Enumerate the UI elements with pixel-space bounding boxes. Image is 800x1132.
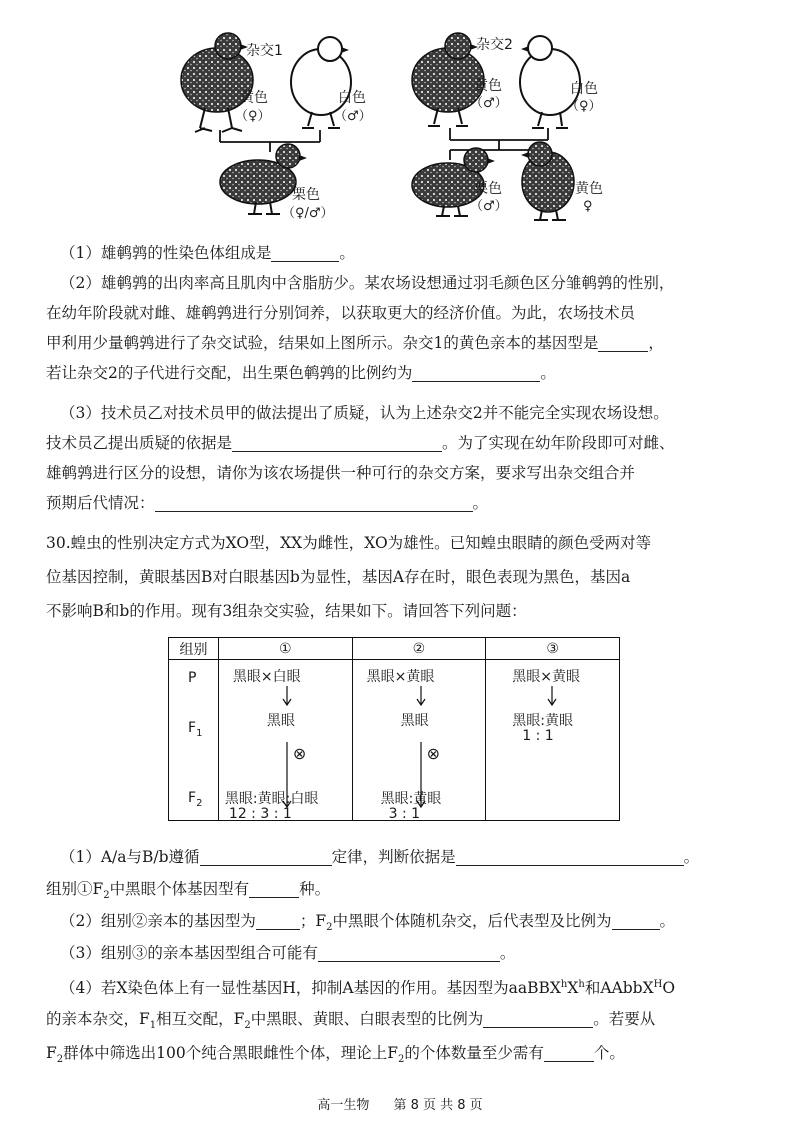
answer-blank[interactable] — [544, 1043, 594, 1062]
group1-parents: 黑眼×白眼 — [232, 669, 301, 686]
group3-f1: 黑眼:黄眼 — [512, 713, 573, 730]
q29-part2-line2: 在幼年阶段就对雌、雄鹌鹑进行分别饲养，以获取更大的经济价值。为此，农场技术员 — [46, 304, 636, 322]
answer-blank[interactable] — [232, 433, 442, 452]
quail-cross-figure — [0, 0, 800, 230]
answer-blank[interactable] — [598, 333, 648, 352]
q30-part2: （2）组别②亲本的基因型为 ；$F_2$中黑眼个体随机杂交，后代表型及比例为 。 — [60, 912, 676, 934]
group2-cell — [352, 660, 486, 821]
q30-part1-line2: 组别$①F_2$中黑眼个体基因型有 种。 — [46, 880, 331, 902]
q29-part2-line1: （2）雄鹌鹑的出肉率高且肌肉中含脂肪少。某农场设想通过羽毛颜色区分雏鹌鹑的性别， — [60, 274, 675, 292]
cross1-title: 杂交1 — [246, 43, 283, 59]
answer-blank[interactable] — [256, 911, 300, 930]
quail-cross-illustration — [0, 0, 800, 230]
group2-f2: 黑眼:黄眼 — [380, 791, 442, 808]
q29-part3-line4: 预期后代情况： 。 — [46, 494, 489, 512]
row-labels-cell — [169, 660, 219, 821]
cross1-yellow-sex: （♀） — [235, 109, 271, 124]
group1-f2: 黑眼:黄眼:白眼 — [224, 791, 319, 808]
footer-course: 高一生物 — [317, 1098, 370, 1113]
cross2-white-sex: （♀） — [566, 99, 602, 114]
q29-part2-line3: 甲利用少量鹌鹑进行了杂交试验，结果如上图所示。杂交1的黄色亲本的基因型是 ， — [46, 334, 664, 352]
cross1-offspring-label: 栗色 — [292, 187, 320, 203]
table-header-col1: ① — [218, 638, 352, 660]
row-label-f2: $F_2$ — [188, 790, 203, 809]
results-table — [168, 637, 620, 821]
cross1-yellow-label: 黄色 — [240, 90, 268, 106]
answer-blank[interactable] — [456, 847, 684, 866]
table-header-col2: ② — [352, 638, 486, 660]
answer-blank[interactable] — [318, 943, 500, 962]
cross2-offspring1-sex: （♂） — [470, 199, 508, 214]
row-label-p: P — [188, 670, 197, 687]
group3-arrow — [546, 686, 558, 710]
group1-f2-ratio: 12 : 3 : 1 — [228, 806, 292, 823]
answer-blank[interactable] — [249, 879, 299, 898]
group1-selfing-symbol: ⊗ — [292, 744, 307, 764]
q30-intro-line2: 位基因控制，黄眼基因B对白眼基因b为显性，基因A存在时，眼色表现为黑色，基因a — [46, 568, 631, 586]
q30-part4-line3: $F_2$群体中筛选出100个纯合黑眼雌性个体，理论上$F_2$的个体数量至少需有 个。 — [46, 1044, 625, 1066]
answer-blank[interactable] — [155, 493, 473, 512]
q30-part4-line1: （4）若X染色体上有一显性基因H，抑制A基因的作用。基因型为$aaBBX^hX^h$和AAbbX$^H$O — [60, 979, 676, 998]
answer-blank[interactable] — [612, 911, 660, 930]
cross1-offspring-sex: （♀/♂） — [282, 206, 334, 221]
cross2-offspring1-label: 栗色 — [474, 181, 502, 197]
cross1-white-sex: （♂） — [334, 109, 372, 124]
cross2-offspring2-label: 黄色 — [575, 181, 603, 197]
q30-intro-line3: 不影响B和b的作用。现有3组杂交实验，结果如下。请回答下列问题： — [46, 602, 527, 620]
footer-page-number: 第 8 页 共 8 页 — [393, 1098, 483, 1113]
group1-f1: 黑眼 — [266, 713, 295, 730]
answer-blank[interactable] — [200, 847, 332, 866]
q30-intro-line1: 30.蝗虫的性别决定方式为XO型，XX为雌性，XO为雄性。已知蝗虫眼睛的颜色受两对等 — [46, 534, 652, 552]
cross1-lines — [220, 130, 320, 152]
q30-part3: （3）组别③的亲本基因型组合可能有 。 — [60, 944, 516, 962]
q30-part4-line2: 的亲本杂交，$F_1$相互交配，$F_2$中黑眼、黄眼、白眼表型的比例为 。若要从 — [46, 1010, 656, 1032]
q29-part3-line3: 雄鹌鹑进行区分的设想，请你为该农场提供一种可行的杂交方案，要求写出杂交组合并 — [46, 464, 636, 482]
cross2-white-label: 白色 — [570, 81, 598, 97]
cross2-offspring2-quail — [521, 142, 574, 220]
answer-blank[interactable] — [271, 243, 339, 262]
q30-part1-line1: （1）A/a与B/b遵循 定律，判断依据是 。 — [60, 848, 700, 866]
q29-part3-line1: （3）技术员乙对技术员甲的做法提出了质疑，认为上述杂交2并不能完全实现农场设想。 — [60, 404, 669, 422]
cross2-yellow-label: 黄色 — [474, 78, 502, 94]
row-label-f1: $F_1$ — [188, 720, 203, 739]
group2-f1: 黑眼 — [400, 713, 429, 730]
cross1-white-label: 白色 — [338, 90, 366, 106]
table-header-col3: ③ — [486, 638, 620, 660]
group1-cell — [218, 660, 352, 821]
cross2-offspring2-sex: ♀ — [583, 199, 593, 214]
group2-selfing-symbol: ⊗ — [426, 744, 440, 764]
answer-blank[interactable] — [412, 363, 540, 382]
group3-parents: 黑眼×黄眼 — [512, 669, 581, 686]
q29-part3-line2: 技术员乙提出质疑的依据是 。为了实现在幼年阶段即可对雌、 — [46, 434, 675, 452]
cross2-title: 杂交2 — [476, 37, 513, 53]
q29-part1: （1）雄鹌鹑的性染色体组成是 。 — [60, 244, 355, 262]
group2-parents: 黑眼×黄眼 — [366, 669, 435, 686]
q29-part2-line4: 若让杂交2的子代进行交配，出生栗色鹌鹑的比例约为 。 — [46, 364, 556, 382]
answer-blank[interactable] — [483, 1009, 593, 1028]
page-footer — [0, 1094, 800, 1113]
group3-f1-ratio: 1 : 1 — [522, 728, 554, 745]
group2-f2-ratio: 3 : 1 — [388, 806, 421, 823]
cross2-yellow-sex: （♂） — [470, 96, 508, 111]
table-header-group: 组别 — [169, 638, 219, 660]
group3-cell — [486, 660, 620, 821]
